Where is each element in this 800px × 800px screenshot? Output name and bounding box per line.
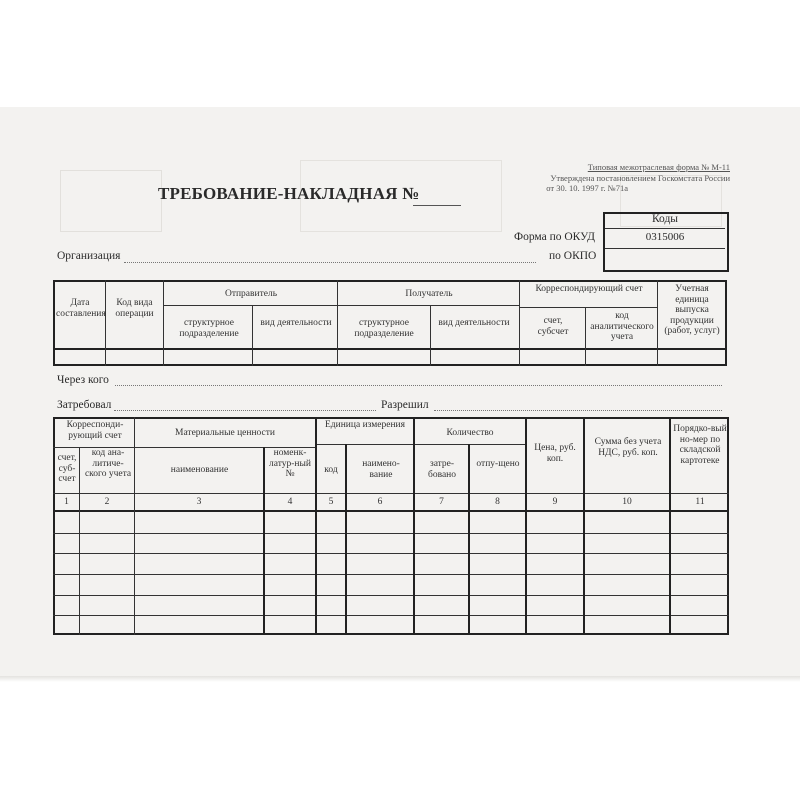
- table2-line: [53, 574, 729, 575]
- table1-line: [585, 307, 586, 366]
- col-corr-account: Корреспонди-рующий счет: [66, 420, 124, 441]
- organization-label: Организация: [57, 250, 121, 262]
- col-number: 8: [495, 497, 500, 507]
- ghost-print: [60, 170, 162, 232]
- table1-line: [657, 280, 658, 366]
- col-card-no: Порядко-вый но-мер по складской картотеке: [673, 424, 727, 466]
- col-nomen-no: номенк-латур-ный №: [269, 448, 311, 479]
- col-unit: Единица измерения: [325, 420, 405, 430]
- okpo-label: по ОКПО: [549, 250, 597, 262]
- allowed-field[interactable]: [434, 410, 722, 411]
- col-receiver-activity: вид деятельности: [438, 318, 510, 328]
- table2-line: [315, 417, 317, 635]
- okpo-field[interactable]: [605, 250, 723, 266]
- table2-line: [53, 595, 729, 596]
- table2-line: [669, 417, 671, 635]
- table1-line: [430, 305, 431, 366]
- table1-line: [519, 280, 520, 366]
- table2-line: [345, 444, 347, 635]
- col-date: Дата составления: [56, 298, 106, 319]
- table2-line: [316, 444, 526, 445]
- table2-line: [525, 417, 527, 635]
- col-sender-activity: вид деятельности: [260, 318, 332, 328]
- col-number: 2: [104, 497, 110, 507]
- col-number: 9: [552, 497, 558, 507]
- organization-field[interactable]: [124, 262, 536, 263]
- col-op-code: Код вида операции: [115, 298, 154, 319]
- table1-line: [105, 280, 106, 366]
- table2-line: [53, 615, 729, 616]
- col-materials: Материальные ценности: [175, 428, 275, 438]
- table2-line: [53, 533, 729, 534]
- allowed-label: Разрешил: [381, 399, 429, 411]
- document-title: ТРЕБОВАНИЕ-НАКЛАДНАЯ №: [158, 184, 420, 203]
- col-receiver: Получатель: [405, 289, 453, 299]
- table1-line: [337, 280, 338, 366]
- table1-line: [163, 280, 164, 366]
- table2-line: [53, 493, 729, 494]
- col-number: 10: [622, 497, 632, 507]
- col-unit-output: Учетная единица выпуска продукции (работ, услуг): [664, 284, 720, 336]
- codes-label: Коды: [651, 213, 679, 225]
- table2-line: [53, 510, 729, 512]
- through-whom-label: Через кого: [57, 374, 109, 386]
- approved-note: Утверждена постановлением Госкомстата России: [550, 173, 730, 183]
- col-analytic-code: код ана-литиче-ского учета: [84, 448, 132, 479]
- document-number-field[interactable]: [413, 205, 461, 206]
- through-whom-field[interactable]: [115, 385, 722, 386]
- col-corr-account: Корреспондирующий счет: [535, 284, 643, 294]
- table1-line: [252, 305, 253, 366]
- col-number: 7: [439, 497, 444, 507]
- table2-line: [134, 417, 135, 635]
- requested-label: Затребовал: [57, 399, 112, 411]
- table1-line: [164, 305, 519, 306]
- col-unit-name: наимено-вание: [362, 459, 400, 480]
- col-price: Цена, руб. коп.: [534, 443, 576, 464]
- col-number: 11: [695, 497, 705, 507]
- col-number: 5: [328, 497, 334, 507]
- codes-divider: [605, 248, 725, 249]
- table2-line: [468, 444, 470, 635]
- table2-line: [583, 417, 585, 635]
- col-receiver-unit: структурное подразделение: [354, 318, 414, 339]
- table2-line: [413, 417, 415, 635]
- col-sender-unit: структурное подразделение: [179, 318, 239, 339]
- form-type-note: Типовая межотраслевая форма № М-11: [587, 162, 730, 172]
- col-sender: Отправитель: [224, 289, 278, 299]
- sheet-shadow: [0, 676, 800, 682]
- okud-label: Форма по ОКУД: [514, 231, 595, 243]
- col-number: 3: [196, 497, 202, 507]
- approved-date-note: от 30. 10. 1997 г. №71а: [546, 183, 628, 193]
- col-name: наименование: [170, 465, 229, 475]
- table1-line: [519, 307, 657, 308]
- col-requested: затре-бовано: [428, 459, 456, 480]
- col-number: 6: [377, 497, 383, 507]
- col-number: 4: [287, 497, 293, 507]
- col-sum: Сумма без учета НДС, руб. коп.: [594, 437, 662, 458]
- col-analytic-code: код аналитического учета: [590, 311, 654, 342]
- okud-value: 0315006: [645, 231, 685, 243]
- codes-divider: [605, 228, 725, 229]
- table1-line: [53, 348, 727, 350]
- col-released: отпу-щено: [476, 459, 520, 469]
- col-account-sub: счет, субсчет: [537, 316, 569, 337]
- table2-line: [53, 553, 729, 554]
- col-quantity: Количество: [446, 428, 494, 438]
- col-number: 1: [64, 497, 69, 507]
- col-unit-code: код: [324, 465, 338, 475]
- col-account-sub: счет, суб-счет: [57, 453, 77, 484]
- requested-field[interactable]: [114, 410, 376, 411]
